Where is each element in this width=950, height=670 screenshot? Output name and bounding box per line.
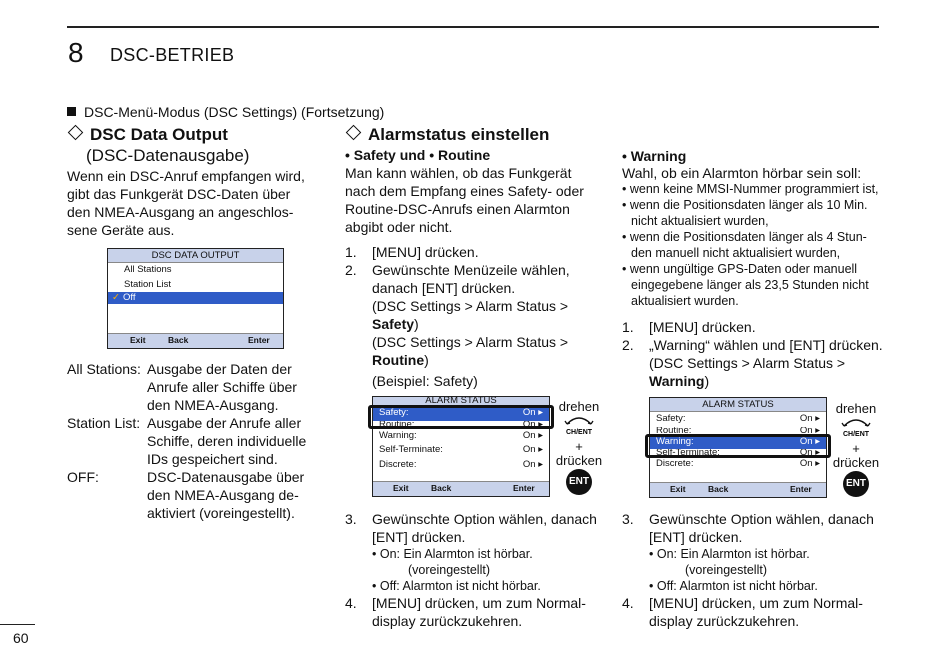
screen-item-station-list[interactable]: Station List bbox=[124, 278, 171, 290]
step-3: 3. Gewünschte Option wählen, danach [ENT] drücken. bbox=[345, 511, 597, 545]
example-label: (Beispiel: Safety) bbox=[372, 373, 478, 389]
screen-footer bbox=[108, 333, 283, 348]
screen-header: ALARM STATUS bbox=[650, 398, 826, 412]
check-icon: ✓ bbox=[112, 292, 120, 303]
alarm-subtitle: • Safety und • Routine bbox=[345, 147, 491, 163]
row-self-terminate[interactable]: Self-Terminate: On ▸ bbox=[656, 449, 820, 457]
enter-softkey[interactable]: Enter bbox=[790, 484, 812, 494]
alarm-steps-1-2 bbox=[345, 243, 610, 369]
turn-label: drehen bbox=[558, 399, 600, 414]
row-discrete[interactable]: Discrete: On ▸ bbox=[656, 458, 820, 469]
header-rule bbox=[67, 26, 879, 28]
back-softkey[interactable]: Back bbox=[708, 484, 729, 494]
ent-button[interactable]: ENT bbox=[843, 471, 869, 497]
knob-label: CH/ENT bbox=[842, 431, 870, 438]
step-1: 1. [MENU] drücken. bbox=[622, 319, 756, 335]
row-warning[interactable]: Warning: On ▸ bbox=[379, 429, 543, 441]
definition-station-list: Station List: Ausgabe der Anrufe aller Schiffe, deren individuelle IDs gespeichert sind. bbox=[67, 415, 307, 467]
row-routine[interactable]: Routine: On ▸ bbox=[379, 420, 543, 429]
turn-label: drehen bbox=[835, 401, 877, 416]
enter-softkey[interactable]: Enter bbox=[513, 483, 535, 493]
option-on: • On: Ein Alarmton ist hörbar. (voreingestellt) bbox=[372, 547, 533, 577]
step-1: 1. [MENU] drücken. bbox=[345, 244, 479, 260]
plus-sign: + bbox=[575, 439, 583, 454]
screen-header: DSC DATA OUTPUT bbox=[108, 249, 283, 263]
warning-steps-3-4 bbox=[622, 510, 887, 630]
dsc-output-subtitle: (DSC-Datenausgabe) bbox=[86, 146, 250, 165]
dsc-output-screen bbox=[107, 248, 284, 349]
highlight-callout bbox=[645, 434, 831, 458]
square-bullet-icon bbox=[67, 107, 76, 116]
diamond-icon bbox=[346, 125, 362, 141]
dsc-output-definitions bbox=[67, 360, 327, 522]
back-softkey[interactable]: Back bbox=[168, 335, 189, 345]
screen-footer bbox=[650, 482, 826, 497]
alarm-title: Alarmstatus einstellen bbox=[345, 125, 549, 145]
screen-footer bbox=[373, 481, 549, 496]
alarm-intro: Man kann wählen, ob das Funkgerät nach dem Empfang eines Safety- oder Routine-DSC-Anrufs einen Alarmton abgibt oder nicht. bbox=[345, 165, 584, 235]
section-heading: DSC-Menü-Modus (DSC Settings) (Fortsetzung) bbox=[67, 104, 384, 120]
bullet-item: • wenn keine MMSI-Nummer programmiert ist, bbox=[622, 182, 879, 196]
chapter-number: 8 bbox=[68, 37, 84, 68]
diamond-icon bbox=[68, 125, 84, 141]
screen-header: ALARM STATUS bbox=[373, 397, 549, 406]
option-off: • Off: Alarmton ist nicht hörbar. bbox=[372, 579, 541, 593]
knob-label: CH/ENT bbox=[565, 429, 593, 436]
ch-ent-knob-icon[interactable] bbox=[841, 416, 871, 442]
warning-title: • Warning bbox=[622, 148, 687, 164]
highlight-callout bbox=[368, 405, 554, 429]
step-2: 2. „Warning“ wählen und [ENT] drücken. (DSC Settings > Alarm Status > Warning) bbox=[622, 337, 883, 389]
row-safety[interactable]: Safety: On ▸ bbox=[656, 413, 820, 424]
row-self-terminate[interactable]: Self-Terminate: On ▸ bbox=[379, 444, 543, 455]
exit-softkey[interactable]: Exit bbox=[393, 483, 409, 493]
bullet-item: • wenn die Positionsdaten länger als 10 Min. nicht aktualisiert wurden, bbox=[622, 198, 868, 228]
step-3: 3. Gewünschte Option wählen, danach [ENT] drücken. bbox=[622, 511, 874, 545]
chapter-title: DSC-BETRIEB bbox=[110, 45, 235, 65]
definition-all-stations: All Stations: Ausgabe der Daten der Anrufe aller Schiffe über den NMEA-Ausgang. bbox=[67, 361, 297, 413]
option-on: • On: Ein Alarmton ist hörbar. (voreingestellt) bbox=[649, 547, 810, 577]
page-number: 60 bbox=[13, 630, 29, 646]
bullet-item: • wenn die Positionsdaten länger als 4 Stun- den manuell nicht aktualisiert wurden, bbox=[622, 230, 867, 260]
enter-softkey[interactable]: Enter bbox=[248, 335, 270, 345]
step-4: 4. [MENU] drücken, um zum Normal- display zurückzukehren. bbox=[622, 595, 863, 629]
dsc-output-intro: Wenn ein DSC-Anruf empfangen wird, gibt das Funkgerät DSC-Daten über den NMEA-Ausgang an angeschlos- sene Geräte aus. bbox=[67, 168, 305, 238]
dsc-output-title: DSC Data Output bbox=[67, 125, 228, 145]
footer-rule bbox=[0, 624, 35, 625]
plus-sign: + bbox=[852, 441, 860, 456]
row-discrete[interactable]: Discrete: On ▸ bbox=[379, 458, 543, 470]
bullet-item: • wenn ungültige GPS-Daten oder manuell eingegebene länger als 23,5 Stunden nicht aktualisiert wurden. bbox=[622, 262, 869, 308]
warning-intro: Wahl, ob ein Alarmton hörbar sein soll: bbox=[622, 165, 862, 181]
screen-item-off[interactable]: ✓ Off bbox=[108, 292, 283, 304]
screen-item-all-stations[interactable]: All Stations bbox=[124, 264, 172, 275]
row-routine[interactable]: Routine: On ▸ bbox=[656, 426, 820, 435]
warning-steps-1-2 bbox=[622, 318, 887, 390]
press-label: drücken bbox=[832, 455, 880, 470]
option-off: • Off: Alarmton ist nicht hörbar. bbox=[649, 579, 818, 593]
alarm-steps-3-4 bbox=[345, 510, 610, 630]
press-label: drücken bbox=[555, 453, 603, 468]
exit-softkey[interactable]: Exit bbox=[130, 335, 146, 345]
definition-off: OFF: DSC-Datenausgabe über den NMEA-Ausgang de- aktiviert (voreingestellt). bbox=[67, 469, 305, 521]
ent-button[interactable]: ENT bbox=[566, 469, 592, 495]
exit-softkey[interactable]: Exit bbox=[670, 484, 686, 494]
step-4: 4. [MENU] drücken, um zum Normal- display zurückzukehren. bbox=[345, 595, 586, 629]
back-softkey[interactable]: Back bbox=[431, 483, 452, 493]
row-safety[interactable]: Safety: On ▸ bbox=[373, 406, 549, 421]
ch-ent-knob-icon[interactable] bbox=[564, 414, 594, 440]
warning-bullets bbox=[622, 181, 887, 309]
row-warning[interactable]: Warning: On ▸ bbox=[650, 435, 826, 450]
step-2: 2. Gewünschte Menüzeile wählen, danach [ENT] drücken. (DSC Settings > Alarm Status > Safety) (DSC Settings > Alarm Status > Routine) bbox=[345, 262, 570, 368]
